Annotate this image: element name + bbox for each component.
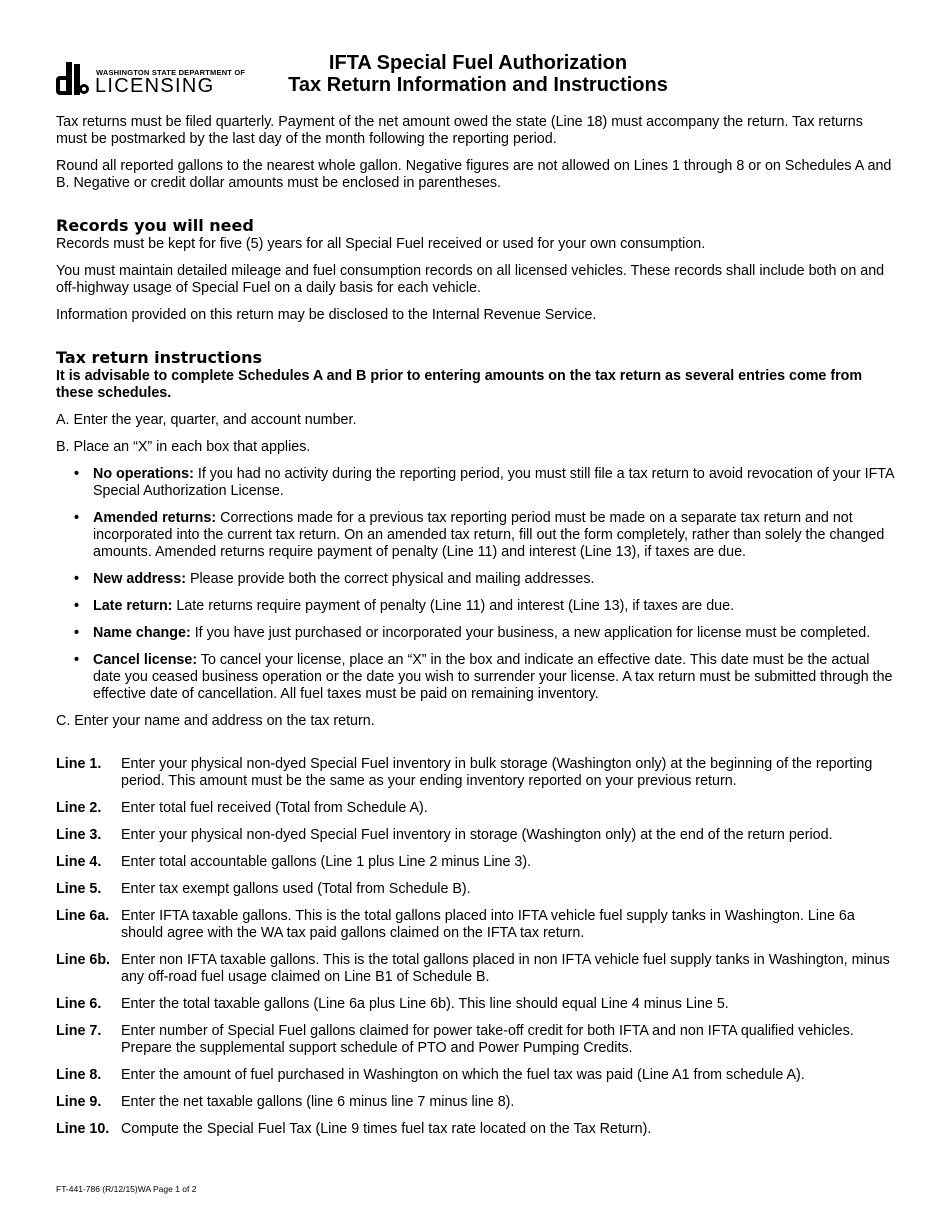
header <box>56 52 894 102</box>
page-title <box>252 52 704 96</box>
line-instructions <box>56 756 896 1138</box>
line-text: Enter your physical non-dyed Special Fuel inventory in bulk storage (Washington only) at the beginning of the reporting period. This amount must be the same as your ending inventory reported on your previous return. <box>121 756 873 789</box>
line-label: Line 3. <box>56 827 102 843</box>
intro-paragraph-2: Round all reported gallons to the nearest whole gallon. Negative figures are not allowed on Lines 1 through 8 or on Schedules A and B. Negative or credit dollar amounts must be enclosed in parentheses. <box>56 158 892 191</box>
list-item <box>56 510 896 561</box>
intro-paragraph-1: Tax returns must be filed quarterly. Payment of the net amount owed the state (Line 18) must accompany the return. Tax returns must be postmarked by the last day of the month following the reporting period. <box>56 114 863 147</box>
bullet-term: Cancel license: <box>93 652 198 668</box>
bullet-icon: • <box>74 625 80 641</box>
line-label: Line 6b. <box>56 952 111 968</box>
instructions-heading: Tax return instructions <box>56 348 263 367</box>
line-row <box>56 908 896 942</box>
line-row <box>56 756 896 790</box>
step-a: A. Enter the year, quarter, and account number. <box>56 412 357 428</box>
bullet-icon: • <box>74 466 80 482</box>
line-text: Enter the total taxable gallons (Line 6a plus Line 6b). This line should equal Line 4 minus Line 5. <box>121 996 729 1012</box>
list-item <box>56 625 896 642</box>
form-footer: FT-441-786 (R/12/15)WA Page 1 of 2 <box>56 1184 197 1194</box>
bullet-text: If you had no activity during the reporting period, you must still file a tax return to avoid revocation of your IFTA Special Authorization License. <box>93 466 894 499</box>
line-row <box>56 996 896 1013</box>
line-label: Line 7. <box>56 1023 102 1039</box>
line-text: Enter total fuel received (Total from Schedule A). <box>121 800 428 816</box>
records-paragraph-2: You must maintain detailed mileage and fuel consumption records on all licensed vehicles. These records shall include both on and off-highway usage of Special Fuel on a daily basis for each vehicle. <box>56 263 885 296</box>
list-item <box>56 571 896 588</box>
main-content <box>56 114 896 1148</box>
checkbox-options-list <box>56 466 896 703</box>
bullet-icon: • <box>74 652 80 668</box>
records-paragraph-1: Records must be kept for five (5) years for all Special Fuel received or used for your own consumption. <box>56 236 706 252</box>
line-text: Enter your physical non-dyed Special Fuel inventory in storage (Washington only) at the end of the return period. <box>121 827 833 843</box>
step-c: C. Enter your name and address on the tax return. <box>56 713 375 729</box>
line-label: Line 5. <box>56 881 102 897</box>
line-row <box>56 854 896 871</box>
line-text: Enter the net taxable gallons (line 6 minus line 7 minus line 8). <box>121 1094 515 1110</box>
bullet-icon: • <box>74 598 80 614</box>
line-row <box>56 881 896 898</box>
line-row <box>56 1067 896 1084</box>
line-row <box>56 1121 896 1138</box>
line-text: Enter non IFTA taxable gallons. This is the total gallons placed in non IFTA vehicle fuel supply tanks in Washington, minus any off-road fuel usage claimed on Line B1 of Schedule B. <box>121 952 890 985</box>
line-text: Enter total accountable gallons (Line 1 plus Line 2 minus Line 3). <box>121 854 532 870</box>
line-row <box>56 1094 896 1111</box>
line-label: Line 2. <box>56 800 102 816</box>
step-b: B. Place an “X” in each box that applies. <box>56 439 311 455</box>
bullet-text: If you have just purchased or incorporated your business, a new application for license must be completed. <box>190 625 871 641</box>
instructions-note: It is advisable to complete Schedules A and B prior to entering amounts on the tax return as several entries come from these schedules. <box>56 368 863 401</box>
logo-department-text: WASHINGTON STATE DEPARTMENT OF <box>96 68 246 77</box>
line-row <box>56 800 896 817</box>
bullet-term: Late return: <box>93 598 173 614</box>
bullet-term: New address: <box>93 571 186 587</box>
line-row <box>56 1023 896 1057</box>
line-label: Line 9. <box>56 1094 102 1110</box>
bullet-text: Please provide both the correct physical and mailing addresses. <box>185 571 595 587</box>
dol-logo-icon <box>56 62 90 95</box>
bullet-text: Late returns require payment of penalty (Line 11) and interest (Line 13), if taxes are due. <box>172 598 735 614</box>
line-label: Line 6a. <box>56 908 110 924</box>
title-line-2: Tax Return Information and Instructions <box>288 74 668 96</box>
line-label: Line 10. <box>56 1121 110 1137</box>
list-item <box>56 652 896 703</box>
line-text: Enter IFTA taxable gallons. This is the total gallons placed into IFTA vehicle fuel supply tanks in Washington. Line 6a should agree with the WA tax paid gallons claimed on the IFTA tax return. <box>121 908 855 941</box>
line-label: Line 6. <box>56 996 102 1012</box>
records-paragraph-3: Information provided on this return may be disclosed to the Internal Revenue Service. <box>56 307 597 323</box>
line-text: Enter the amount of fuel purchased in Washington on which the fuel tax was paid (Line A1 from schedule A). <box>121 1067 805 1083</box>
bullet-term: No operations: <box>93 466 194 482</box>
line-label: Line 1. <box>56 756 102 772</box>
line-label: Line 8. <box>56 1067 102 1083</box>
bullet-text: Corrections made for a previous tax reporting period must be made on a separate tax return and not incorporated into the current tax return. On an amended tax return, fill out the form completely, rather than solely the changed amounts. Amended returns require payment of penalty (Line 11) and interest (Line 13), if taxes are due. <box>93 510 885 560</box>
list-item <box>56 598 896 615</box>
records-heading: Records you will need <box>56 216 254 235</box>
bullet-icon: • <box>74 571 80 587</box>
line-row <box>56 952 896 986</box>
line-text: Compute the Special Fuel Tax (Line 9 times fuel tax rate located on the Tax Return). <box>121 1121 652 1137</box>
bullet-term: Amended returns: <box>93 510 217 526</box>
line-label: Line 4. <box>56 854 102 870</box>
line-text: Enter tax exempt gallons used (Total from Schedule B). <box>121 881 471 897</box>
title-line-1: IFTA Special Fuel Authorization <box>328 52 628 74</box>
bullet-icon: • <box>74 510 80 526</box>
bullet-term: Name change: <box>93 625 191 641</box>
line-text: Enter number of Special Fuel gallons claimed for power take-off credit for both IFTA and non IFTA qualified vehicles. Prepare the supplemental support schedule of PTO and Power Pumping Credits. <box>121 1023 854 1056</box>
line-row <box>56 827 896 844</box>
list-item <box>56 466 896 500</box>
bullet-text: To cancel your license, place an “X” in the box and indicate an effective date. This date must be the actual date you ceased business operation or the date you wish to surrender your license. A tax return must be submitted through the effective date of cancellation. All fuel taxes must be paid on remaining inventory. <box>93 652 893 702</box>
logo-licensing-text: LICENSING <box>95 75 215 97</box>
dol-logo <box>56 62 246 98</box>
